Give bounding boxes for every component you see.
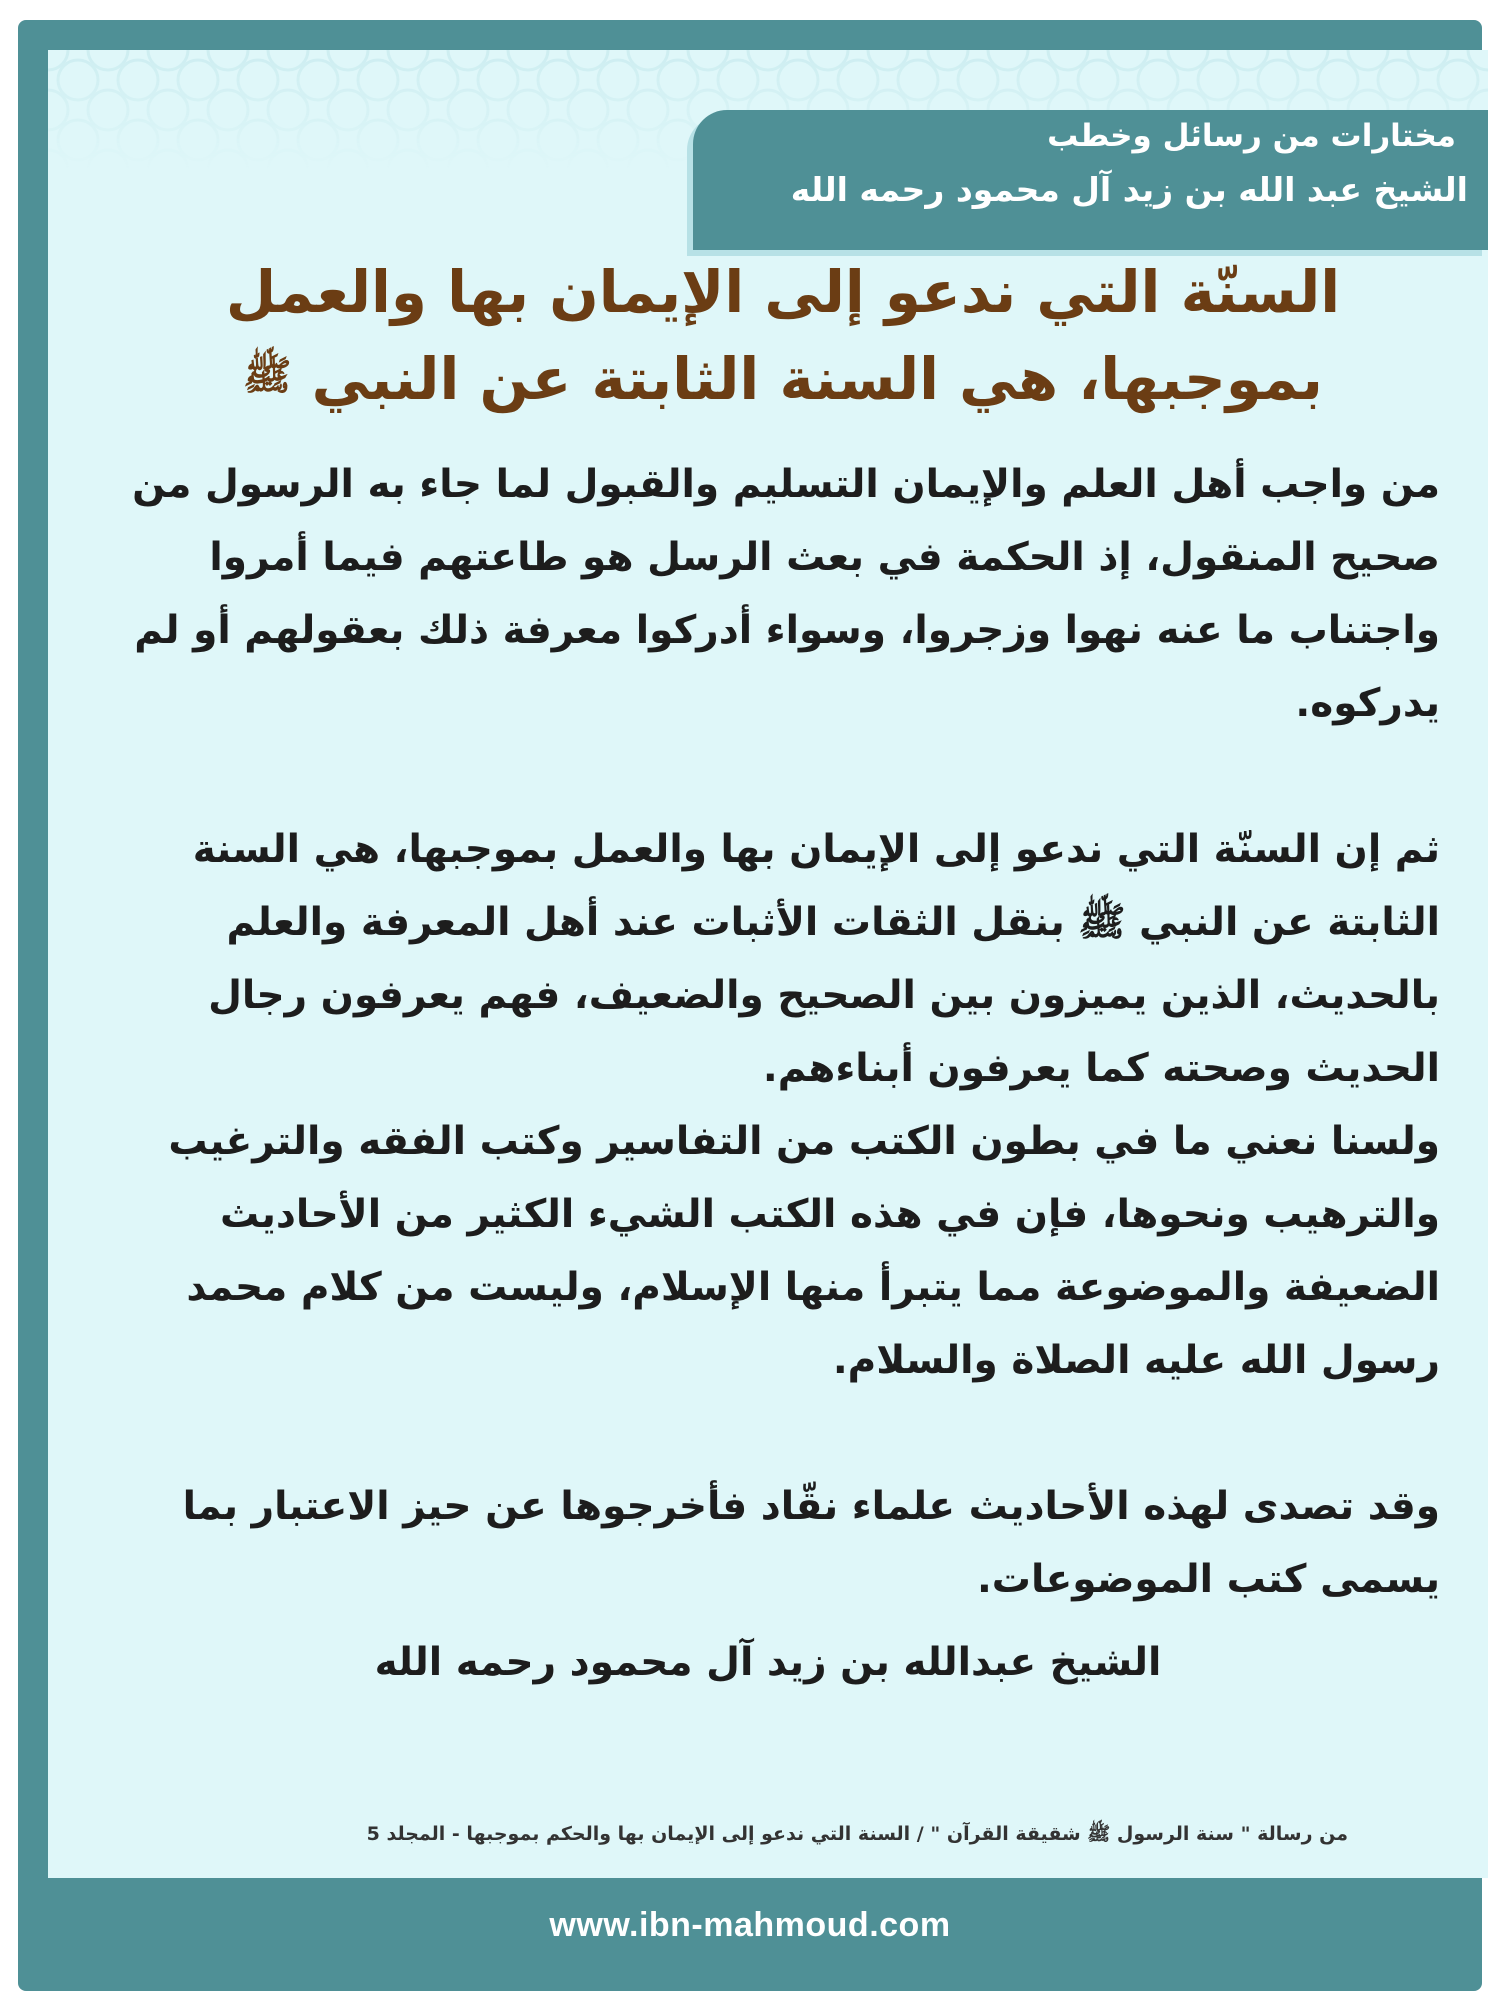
text-line: الثابتة عن النبي ﷺ بنقل الثقات الأثبات عند أهل المعرفة والعلم bbox=[226, 900, 1440, 945]
text-line: بالحديث، الذين يميزون بين الصحيح والضعيف، فهم يعرفون رجال bbox=[208, 973, 1440, 1018]
paragraph-spacer bbox=[160, 1397, 1440, 1470]
title-line-2: بموجبها، هي السنة الثابتة عن النبي bbox=[311, 345, 1323, 413]
text-line: ثم إن السنّة التي ندعو إلى الإيمان بها والعمل بموجبها، هي السنة bbox=[192, 827, 1440, 872]
paragraph-2 bbox=[160, 813, 1440, 1105]
author-signature: الشيخ عبدالله بن زيد آل محمود رحمه الله bbox=[374, 1640, 1162, 1685]
paragraph-spacer bbox=[160, 740, 1440, 813]
text-line: وقد تصدى لهذه الأحاديث علماء نقّاد فأخرجوها عن حيز الاعتبار بما bbox=[182, 1484, 1440, 1529]
text-line: الضعيفة والموضوعة مما يتبرأ منها الإسلام، وليست من كلام محمد bbox=[186, 1265, 1440, 1310]
paragraph-3 bbox=[160, 1105, 1440, 1397]
header-author: الشيخ عبد الله بن زيد آل محمود رحمه الله bbox=[790, 170, 1468, 209]
text-line: يسمى كتب الموضوعات. bbox=[976, 1557, 1440, 1602]
content-panel bbox=[48, 50, 1488, 1878]
text-line: والترهيب ونحوها، فإن في هذه الكتب الشيء الكثير من الأحاديث bbox=[219, 1192, 1440, 1237]
header-series-title: مختارات من رسائل وخطب bbox=[1047, 118, 1456, 154]
text-line: يدركوه. bbox=[1295, 681, 1440, 726]
text-line: رسول الله عليه الصلاة والسلام. bbox=[832, 1338, 1440, 1383]
article-body bbox=[132, 448, 1440, 1616]
header-tab bbox=[693, 110, 1488, 250]
text-line: الحديث وصحته كما يعرفون أبناءهم. bbox=[762, 1046, 1440, 1091]
title-line-1: السنّة التي ندعو إلى الإيمان بها والعمل bbox=[225, 258, 1341, 326]
page-frame bbox=[18, 20, 1482, 1991]
text-line: من واجب أهل العلم والإيمان التسليم والقبول لما جاء به الرسول من bbox=[132, 462, 1440, 507]
salawat-seal-icon: ﷺ bbox=[243, 353, 292, 399]
paragraph-4 bbox=[160, 1470, 1440, 1616]
title-line-2-wrap bbox=[168, 334, 1398, 421]
page-title bbox=[168, 250, 1398, 421]
text-line: واجتناب ما عنه نهوا وزجروا، وسواء أدركوا معرفة ذلك بعقولهم أو لم bbox=[134, 608, 1440, 653]
text-line: صحيح المنقول، إذ الحكمة في بعث الرسل هو طاعتهم فيما أمروا bbox=[209, 535, 1440, 580]
paragraph-1 bbox=[132, 448, 1440, 740]
text-line: ولسنا نعني ما في بطون الكتب من التفاسير وكتب الفقه والترغيب bbox=[168, 1119, 1440, 1164]
website-link[interactable]: www.ibn-mahmoud.com bbox=[549, 1906, 951, 1944]
source-citation: من رسالة " سنة الرسول ﷺ شقيقة القرآن " / السنة التي ندعو إلى الإيمان بها والحكم بموجبها - المجلد 5 bbox=[366, 1823, 1348, 1845]
